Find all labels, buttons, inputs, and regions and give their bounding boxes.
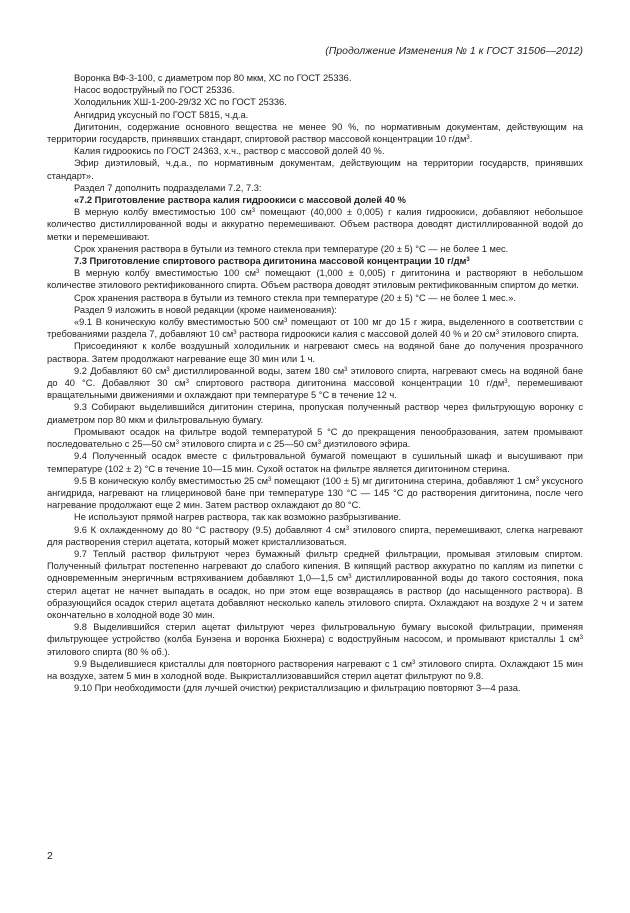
text-run: 7.3 Приготовление спиртового раствора дигитонина массовой концентрации 10 г/дм: [74, 256, 467, 267]
text-run: 9.2 Добавляют 60 см: [74, 365, 167, 376]
text-run: Насос водоструйный по ГОСТ 25336.: [74, 85, 235, 96]
superscript: 3: [412, 659, 416, 666]
superscript: 3: [256, 269, 260, 276]
text-run: , перемешивают вращательными движениями и охлаждают при температуре 5 °С в течение 12 ч.: [47, 378, 583, 401]
text-run: помещают (100 ± 5) мг дигитонина стерина, добавляют 1 см: [271, 475, 536, 486]
paragraph: [47, 84, 583, 96]
paragraph: [47, 511, 583, 523]
paragraph: [47, 340, 583, 364]
text-run: этилового спирта. Охлаждают 15 мин на воздухе, затем 5 мин в холодной воде. Выкристаллизовавшийся стерил ацетат фильтруют по 9.8.: [47, 658, 583, 681]
superscript: 3: [166, 366, 170, 373]
text-run: 9.10 При необходимости (для лучшей очистки) рекристаллизацию и фильтрацию повторяют 3—4 раза.: [74, 683, 521, 694]
text-run: Раздел 9 изложить в новой редакции (кроме наименования):: [74, 304, 337, 315]
paragraph: [47, 682, 583, 694]
paragraph: [47, 426, 583, 450]
superscript: 3: [535, 476, 539, 483]
text-run: Холодильник ХШ-1-200-29/32 ХС по ГОСТ 25336.: [74, 97, 287, 108]
text-run: 9.3 Собирают выделившийся дигитонин стерина, пропуская полученный раствор через фильтрующую воронку с диаметром пор 80 мкм и фильтровальную бумагу.: [47, 402, 583, 425]
superscript: 3: [579, 635, 583, 642]
superscript: 3: [348, 574, 352, 581]
paragraph: [47, 109, 583, 121]
paragraph: [47, 96, 583, 108]
text-run: 9.9 Выделившиеся кристаллы для повторного растворения нагревают с 1 см: [74, 658, 412, 669]
paragraph: [47, 267, 583, 291]
paragraph: [47, 182, 583, 194]
text-run: 9.6 К охлажденному до 80 °С раствору (9.5) добавляют 4 см: [74, 524, 346, 535]
superscript: 3: [251, 208, 256, 215]
text-run: Срок хранения раствора в бутыли из темного стекла при температуре (20 ± 5) °С — не более 1 мес.: [74, 243, 509, 254]
paragraph: [47, 157, 583, 181]
paragraph: [47, 304, 583, 316]
superscript: 3: [233, 330, 237, 337]
text-run: этилового спирта и с 25—50 см: [179, 439, 318, 450]
paragraph: [47, 121, 583, 145]
superscript: 3: [175, 440, 179, 447]
text-run: 9.7 Теплый раствор фильтруют через бумажный фильтр средней фильтрации, промывая этиловым спиртом. Полученный фильтрат постепенно нагревают до слабого кипения. В кипящий раствор аккуратно по каплям из пипетки с одновременным энергичным встряхиванием добавляют 1,0—1,5 см: [47, 548, 583, 584]
text-run: спиртового раствора дигитонина массовой концентрации 10 г/дм: [188, 378, 505, 389]
text-run: этилового спирта, нагревают смесь на водяной бане до 40 °С. Добавляют 30 см: [47, 365, 583, 389]
text-run: 9.8 Выделившийся стерил ацетат фильтруют через фильтровальную бумагу высокой фильтрации, применяя фильтрующее устройство (колба Бунзена и воронка Бюхнера) с водоструйным насосом, и промывают кристаллы 1 см: [47, 622, 583, 645]
text-run: этилового спирта.: [499, 329, 579, 340]
text-run: Дигитонин, содержание основного вещества не менее 90 %, по нормативным документам, действующим на территории государств, принявших стандарт, спиртовой раствор массовой концентрации 10 г/дм: [47, 121, 583, 145]
text-run: раствора гидроокиси калия с массовой долей 40 % и 20 см: [236, 329, 496, 340]
paragraph: [47, 524, 583, 548]
text-run: Раздел 7 дополнить подразделами 7.2, 7.3:: [74, 182, 262, 193]
text-run: Срок хранения раствора в бутыли из темного стекла при температуре (20 ± 5) °С — не более 1 мес.».: [74, 292, 517, 303]
text-run: Присоединяют к колбе воздушный холодильник и нагревают смесь на водяной бане до получения прозрачного раствора. Затем продолжают нагревание еще 30 мин или 1 ч.: [47, 341, 583, 364]
text-run: В мерную колбу вместимостью 100 см: [74, 268, 257, 279]
superscript: 3: [504, 379, 508, 386]
text-run: Калия гидроокись по ГОСТ 24363, х.ч., раствор с массовой долей 40 %.: [74, 146, 385, 157]
text-run: Эфир диэтиловый, ч.д.а., по нормативным документам, действующим на территории государств, принявших стандарт».: [47, 158, 583, 181]
paragraph: [47, 243, 583, 255]
page-number: 2: [47, 850, 53, 862]
text-run: 9.4 Полученный осадок вместе с фильтровальной бумагой помещают в сушильный шкаф и высушивают при температуре (102 ± 2) °С в течение 10—15 мин. Сухой остаток на фильтре является дигитонином стерина.: [47, 451, 583, 474]
paragraph: [47, 292, 583, 304]
text-run: 9.5 В коническую колбу вместимостью 25 см: [74, 475, 269, 486]
text-run: В мерную колбу вместимостью 100 см: [74, 207, 252, 218]
text-run: этилового спирта, перемешивают, слегка нагревают для растворения стерил ацетата, который может кристаллизоваться.: [47, 524, 583, 547]
text-run: .: [469, 134, 473, 145]
superscript: 3: [268, 476, 272, 483]
paragraph: [47, 316, 583, 340]
paragraph: [47, 548, 583, 621]
text-run: диэтилового эфира.: [320, 439, 411, 450]
text-run: этилового спирта (80 % об.).: [47, 646, 171, 657]
document-body: [47, 72, 583, 694]
superscript: 3: [466, 135, 470, 142]
paragraph: [47, 145, 583, 157]
superscript: 3: [317, 440, 321, 447]
text-run: Ангидрид уксусный по ГОСТ 5815, ч.д.а.: [74, 109, 249, 120]
text-run: Не используют прямой нагрев раствора, так как возможно разбрызгивание.: [74, 512, 402, 523]
text-run: «9.1 В коническую колбу вместимостью 500 см: [74, 317, 284, 328]
text-run: помещают (40,000 ± 0,005) г калия гидроокиси, добавляют небольшое количество дистиллированной воды и аккуратно перемешивают. Объем раствора доводят дистиллированной водой до метки и перемешивают.: [47, 207, 583, 242]
text-run: помещают (1,000 ± 0,005) г дигитонина и растворяют в небольшом количестве этилового ректификованного спирта. Объем раствора доводят этиловым ректификованным спиртом до метки.: [47, 268, 583, 291]
paragraph: [47, 658, 583, 682]
paragraph: [47, 621, 583, 658]
text-run: Промывают осадок на фильтре водой температурой 5 °С до прекращения пенообразования, затем промывают последовательно с 25—50 см: [47, 426, 583, 450]
text-run: «7.2 Приготовление раствора калия гидроокиси с массовой долей 40 %: [74, 195, 406, 206]
text-run: помещают от 100 мг до 15 г жира, выделенного в соответствии с требованиями раздела 7, добавляют 10 см: [47, 317, 583, 340]
paragraph: [47, 475, 583, 512]
paragraph: [47, 401, 583, 425]
superscript: 3: [495, 330, 500, 337]
running-header: (Продолжение Изменения № 1 к ГОСТ 31506—2012): [325, 46, 583, 57]
paragraph: [47, 72, 583, 84]
text-run: дистиллированной воды, затем 180 см: [169, 365, 345, 376]
section-heading: [47, 255, 583, 267]
section-heading: [47, 194, 583, 206]
superscript: 3: [345, 525, 350, 532]
superscript: 3: [344, 366, 348, 373]
paragraph: [47, 365, 583, 402]
text-run: уксусного ангидрида, нагревают на глицериновой бане при температуре 130 °С — 145 °С до растворения дигитонина, после чего нагревание продолжают еще 2 мин. Затем раствор охлаждают до 80 °С.: [47, 475, 583, 511]
paragraph: [47, 450, 583, 474]
superscript: 3: [466, 257, 470, 264]
paragraph: [47, 206, 583, 243]
text-run: Воронка ВФ-3-100, с диаметром пор 80 мкм, ХС по ГОСТ 25336.: [74, 73, 352, 83]
text-run: дистиллированной воды до такого состояния, пока стерил ацетат не начнет выпадать в осадок, но при этом еще возвращаясь в раствор (до насыщенного раствора). В образующийся осадок стерил ацетата добавляют несколько капель этилового спирта. Охлаждают на воздухе 2 ч и затем окончательно в холодной воде 30 мин.: [47, 573, 583, 620]
superscript: 3: [283, 318, 288, 325]
superscript: 3: [185, 379, 189, 386]
